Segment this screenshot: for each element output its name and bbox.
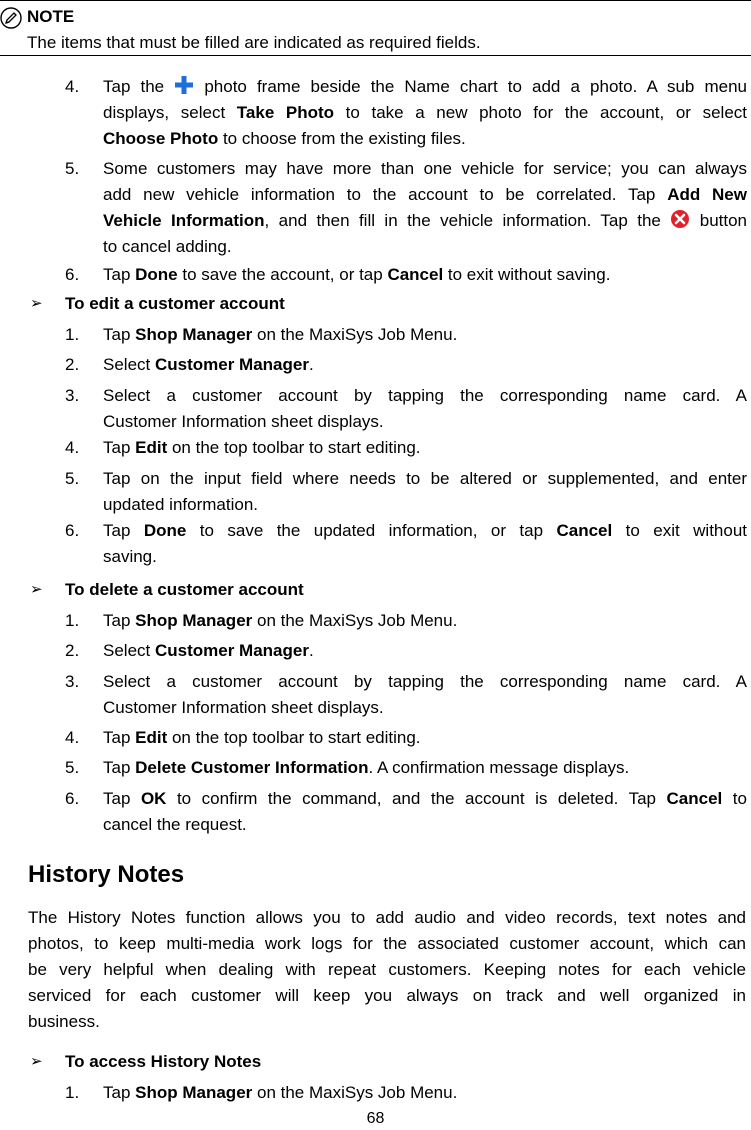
bold-term: Done [135,265,178,284]
bold-term: Shop Manager [135,325,253,344]
text-run: to confirm the command, and the account is deleted. Tap [166,789,667,808]
text-run: on the MaxiSys Job Menu. [252,611,458,630]
step-number: 2. [65,641,80,660]
page-number: 68 [366,1110,385,1127]
bold-term: OK [140,789,167,808]
paragraph-line: business. [28,1012,100,1031]
text-run: to exit without saving. [443,265,611,284]
text-run: to save the updated information, or tap [186,521,557,540]
text-run: on the MaxiSys Job Menu. [252,1083,458,1102]
step-number: 1. [65,611,80,630]
text-run: Tap [103,521,144,540]
text-run: Tap [103,438,136,457]
procedure-heading-text: To delete a customer account [65,580,304,599]
close-icon [670,209,690,229]
paragraph-line: be very helpful when dealing with repeat customers. Keeping notes for each vehicle [28,960,746,979]
procedure-heading-text: To access History Notes [65,1052,262,1071]
step-text [103,435,747,461]
text-run: on the MaxiSys Job Menu. [252,325,458,344]
text-run: on the top toolbar to start editing. [167,438,421,457]
bold-term: Shop Manager [135,1083,253,1102]
text-run: . [308,641,314,660]
arrow-bullet-icon: ➢ [30,295,43,312]
text-run: to take a new photo for the account, or select [334,103,748,122]
bold-term: Cancel [387,265,444,284]
step-text [103,1080,747,1106]
bold-term: Vehicle Information [103,211,265,230]
text-run: Tap [103,325,136,344]
step-text [103,669,747,721]
step-number: 2. [65,355,80,374]
step-text [103,352,747,378]
text-run: Tap [103,611,136,630]
step-text [103,156,747,260]
step-text [103,638,747,664]
plus-icon [174,75,194,95]
bold-term: Choose Photo [103,129,219,148]
note-title: NOTE [27,7,75,26]
text-run: Select [103,641,155,660]
text-run: Select a customer account by tapping the corresponding name card. A [103,386,747,405]
text-run: Customer Information sheet displays. [103,412,384,431]
text-run: Tap the [103,77,175,96]
text-run: to choose from the existing files. [218,129,466,148]
text-run: Tap [103,1083,136,1102]
text-run: Select [103,355,155,374]
bold-term: Cancel [666,789,723,808]
bold-term: Shop Manager [135,611,253,630]
paragraph-line: The History Notes function allows you to add audio and video records, text notes and [28,908,746,927]
text-run: to [722,789,747,808]
step-text [103,786,747,838]
step-text [103,383,747,435]
step-number: 5. [65,159,80,178]
arrow-bullet-icon: ➢ [30,1053,43,1070]
step-text [103,466,747,518]
step-number: 4. [65,438,80,457]
step-number: 1. [65,325,80,344]
text-run: Tap on the input field where needs to be altered or supplemented, and enter [103,469,747,488]
text-run: Tap [103,789,141,808]
step-number: 4. [65,77,80,96]
text-run: saving. [103,547,157,566]
step-number: 3. [65,386,80,405]
bold-term: Add New [667,185,747,204]
text-run: on the top toolbar to start editing. [167,728,421,747]
pencil-icon [0,7,22,29]
text-run: , and then fill in the vehicle information. Tap the [264,211,671,230]
text-run: cancel the request. [103,815,247,834]
bold-term: Edit [135,438,168,457]
step-text [103,755,747,781]
step-text [103,322,747,348]
text-run: Tap [103,758,136,777]
text-run: to cancel adding. [103,237,232,256]
bold-term: Take Photo [236,103,335,122]
text-run: add new vehicle information to the account to be correlated. Tap [103,185,668,204]
text-run: . [308,355,314,374]
step-text [103,608,747,634]
bold-term: Delete Customer Information [135,758,369,777]
section-heading-history-notes: History Notes [28,861,185,888]
bold-term: Customer Manager [154,355,309,374]
step-number: 5. [65,758,80,777]
bold-term: Edit [135,728,168,747]
step-number: 3. [65,672,80,691]
step-number: 6. [65,521,80,540]
step-text [103,518,747,570]
step-number: 4. [65,728,80,747]
text-run: displays, select [103,103,237,122]
note-box [0,0,751,56]
step-number: 6. [65,265,80,284]
history-notes-paragraph [28,905,746,1035]
bold-term: Done [143,521,187,540]
step-number: 1. [65,1083,80,1102]
step-text [103,262,747,288]
text-run: button [690,211,747,230]
text-run: to save the account, or tap [177,265,388,284]
text-run: Select a customer account by tapping the corresponding name card. A [103,672,747,691]
text-run: photo frame beside the Name chart to add a photo. A sub menu [194,77,747,96]
step-number: 5. [65,469,80,488]
paragraph-line: photos, to keep multi-media work logs for the associated customer account, which can [28,934,746,953]
text-run: Customer Information sheet displays. [103,698,384,717]
step-text [103,74,747,152]
text-run: to exit without [612,521,748,540]
text-run: Tap [103,728,136,747]
step-text [103,725,747,751]
text-run: Some customers may have more than one vehicle for service; you can always [103,159,747,178]
arrow-bullet-icon: ➢ [30,581,43,598]
note-text: The items that must be filled are indicated as required fields. [27,33,481,52]
bold-term: Cancel [556,521,613,540]
procedure-heading-text: To edit a customer account [65,294,285,313]
text-run: Tap [103,265,136,284]
text-run: updated information. [103,495,258,514]
bold-term: Customer Manager [154,641,309,660]
paragraph-line: serviced for each customer will keep you always on track and well organized in [28,986,746,1005]
step-number: 6. [65,789,80,808]
text-run: . A confirmation message displays. [368,758,630,777]
